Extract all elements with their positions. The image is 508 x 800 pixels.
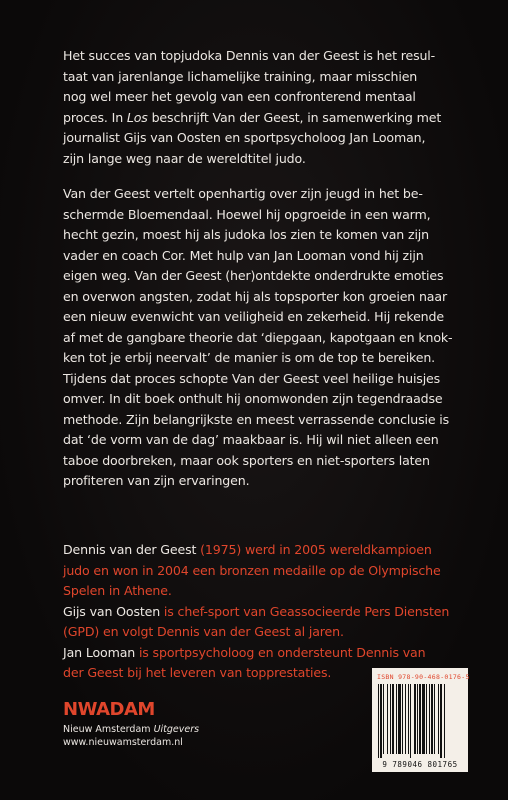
barcode-digits: 9 789046 801765 [382,760,458,769]
bio-name-gijs: Gijs van Oosten [63,603,161,619]
publisher-name [63,723,199,736]
isbn-label: ISBN 978-90-468-0176-5 [377,673,470,681]
bio-line: der Geest bij het leveren van topprestaties. [63,665,332,680]
barcode-bar [380,684,382,758]
blurb-line [63,108,453,129]
bio-name-jan: Jan Looman [63,644,136,660]
bio-line [63,540,463,561]
blurb-line: omver. In dit boek onthult hij onomwonden zijn tegendraadse [63,391,443,406]
bio-line: judo en won in 2004 een bronzen medaille op de Olympische [63,562,441,578]
blurb-paragraph-1 [63,46,453,169]
blurb-text: proces. In [63,109,127,125]
bio-line [63,602,463,623]
barcode-bar [431,684,433,754]
publisher-name-italic: Uitgevers [153,724,200,735]
blurb-line: vader en coach Cor. Met hulp van Jan Looman vond hij zijn [63,247,424,263]
blurb-line: dat ‘de vorm van de dag’ maakbaar is. Hij wil niet alleen een [63,432,439,447]
blurb-line: Van der Geest vertelt openhartig over zijn jeugd in het be- [63,186,423,201]
bio-line: Spelen in Athene. [63,583,172,598]
barcode-bar [398,684,401,754]
barcode-bar [410,684,411,758]
blurb-line: eigen weg. Van der Geest (her)ontdekte onderdrukte emoties [63,268,444,283]
barcode-bar [402,684,403,754]
bio-text: (1975) werd in 2005 wereldkampioen [196,542,432,557]
bio-name-dennis: Dennis van der Geest [63,542,197,557]
blurb-line: hecht gezin, moest hij als judoka los zien te komen van zijn [63,227,429,242]
barcode-bar [440,684,442,758]
barcode-bar [444,684,445,758]
blurb-line: Tijdens dat proces schopte Van der Geest veel heilige huisjes [63,370,441,386]
publisher-logo [63,700,199,749]
barcode-bar [408,684,409,754]
barcode-bar [383,684,384,754]
blurb-line: profiteren van zijn ervaringen. [63,473,250,488]
publisher-logo-mark: NWADAM [63,699,155,720]
bio-text: is chef-sport van Geassocieerde Pers Diensten [160,603,450,619]
author-bios [63,540,470,684]
blurb-line: nog wel meer het gevolg van een confronterend mentaal [63,89,416,104]
publisher-name-text: Nieuw Amsterdam [63,724,151,735]
blurb-line: af met de gangbare theorie dat ‘diepgaan, kapotgaan en knok- [63,329,453,345]
blurb-line: schermde Bloemendaal. Hoewel hij opgroeide in een warm, [63,206,431,222]
book-title-los: Los [126,109,148,125]
blurb-line: taat van jarenlange lichamelijke training, maar misschien [63,68,418,84]
blurb-line: zijn lange weg naar de wereldtitel judo. [63,150,306,166]
blurb-paragraph-2 [63,184,453,492]
blurb-line: een nieuw evenwicht van veiligheid en zekerheid. Hij rekende [63,309,444,324]
barcode-icon [376,684,464,760]
blurb-line: ken tot je erbij neervalt’ de manier is om de top te bereiken. [63,350,436,365]
barcode-bar [419,684,421,754]
publisher-url: www.nieuwamsterdam.nl [63,737,183,748]
barcode-bar [417,684,418,754]
barcode-bar [396,684,397,754]
barcode-bar [390,684,391,754]
barcode-bar [434,684,435,754]
blurb-line: methode. Zijn belangrijkste en meest verrassende conclusie is [63,411,450,427]
barcode-bar [438,684,439,754]
barcode-bar [387,684,388,754]
barcode-bar [378,684,379,758]
bio-line [63,643,463,664]
barcode-bar [405,684,406,754]
barcode-bar [426,684,427,754]
barcode-bar [422,684,425,754]
blurb-line: journalist Gijs van Oosten en sportpsycholoog Jan Looman, [63,130,426,145]
barcode-bar [429,684,430,754]
barcode-bar [392,684,394,754]
bio-text: is sportpsycholoog en ondersteunt Dennis van [135,644,426,660]
blurb-line: Het succes van topjudoka Dennis van der Geest is het resul- [63,48,436,63]
blurb-line: taboe doorbreken, maar ook sporters en niet-sporters laten [63,452,430,468]
bio-line: (GPD) en volgt Dennis van der Geest al jaren. [63,624,344,639]
blurb-text: beschrijft Van der Geest, in samenwerking met [147,109,442,125]
barcode-bar [414,684,416,754]
blurb-line: en overwon angsten, zodat hij als topsporter kon groeien naar [63,288,447,304]
